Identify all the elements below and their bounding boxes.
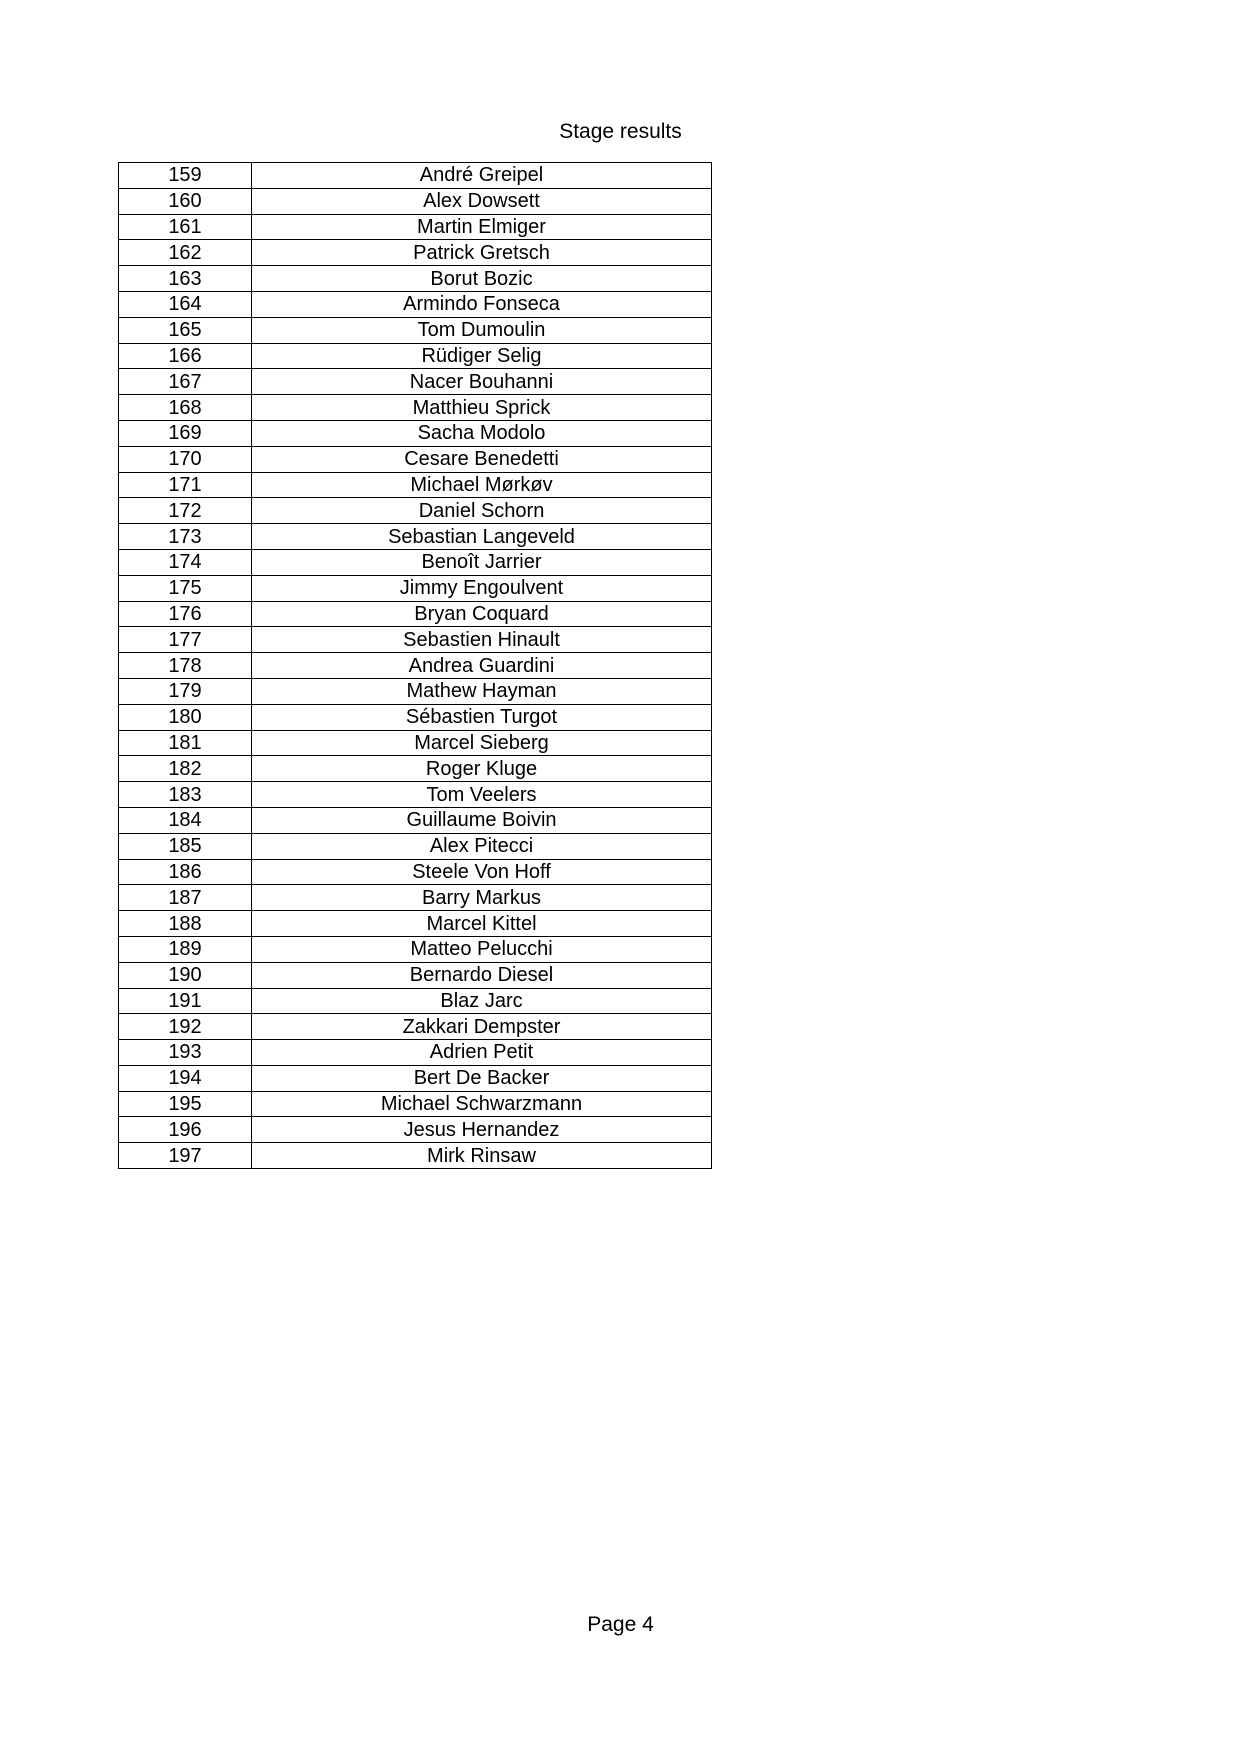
rank-cell: 165: [119, 317, 252, 343]
table-row: [119, 291, 712, 317]
table-row: [119, 911, 712, 937]
rider-name-cell: Marcel Sieberg: [252, 730, 712, 756]
rider-name-cell: Steele Von Hoff: [252, 859, 712, 885]
rank-cell: 192: [119, 1014, 252, 1040]
stage-results-table: [118, 162, 712, 1169]
rider-name-cell: Barry Markus: [252, 885, 712, 911]
rank-cell: 167: [119, 369, 252, 395]
table-row: [119, 936, 712, 962]
table-row: [119, 395, 712, 421]
table-row: [119, 266, 712, 292]
table-row: [119, 756, 712, 782]
table-row: [119, 446, 712, 472]
rank-cell: 197: [119, 1143, 252, 1169]
rider-name-cell: Mathew Hayman: [252, 678, 712, 704]
rider-name-cell: Bernardo Diesel: [252, 962, 712, 988]
rider-name-cell: Marcel Kittel: [252, 911, 712, 937]
stage-results-body: [119, 163, 712, 1169]
rank-cell: 191: [119, 988, 252, 1014]
rank-cell: 183: [119, 782, 252, 808]
rank-cell: 160: [119, 188, 252, 214]
rider-name-cell: Tom Dumoulin: [252, 317, 712, 343]
rider-name-cell: Patrick Gretsch: [252, 240, 712, 266]
rank-cell: 179: [119, 678, 252, 704]
rank-cell: 184: [119, 807, 252, 833]
rider-name-cell: Michael Schwarzmann: [252, 1091, 712, 1117]
rank-cell: 185: [119, 833, 252, 859]
table-row: [119, 704, 712, 730]
table-row: [119, 1014, 712, 1040]
table-row: [119, 1065, 712, 1091]
rider-name-cell: Jimmy Engoulvent: [252, 575, 712, 601]
table-row: [119, 885, 712, 911]
rider-name-cell: Nacer Bouhanni: [252, 369, 712, 395]
rider-name-cell: Sacha Modolo: [252, 420, 712, 446]
table-row: [119, 988, 712, 1014]
table-row: [119, 575, 712, 601]
table-row: [119, 214, 712, 240]
rider-name-cell: Guillaume Boivin: [252, 807, 712, 833]
table-row: [119, 1143, 712, 1169]
rank-cell: 187: [119, 885, 252, 911]
rider-name-cell: Sebastien Hinault: [252, 627, 712, 653]
rank-cell: 163: [119, 266, 252, 292]
rider-name-cell: Roger Kluge: [252, 756, 712, 782]
rider-name-cell: Jesus Hernandez: [252, 1117, 712, 1143]
rank-cell: 166: [119, 343, 252, 369]
table-row: [119, 730, 712, 756]
table-row: [119, 653, 712, 679]
rank-cell: 181: [119, 730, 252, 756]
table-row: [119, 317, 712, 343]
table-row: [119, 782, 712, 808]
rider-name-cell: Michael Mørkøv: [252, 472, 712, 498]
table-row: [119, 833, 712, 859]
rider-name-cell: Adrien Petit: [252, 1040, 712, 1066]
rank-cell: 182: [119, 756, 252, 782]
rank-cell: 173: [119, 524, 252, 550]
rider-name-cell: Andrea Guardini: [252, 653, 712, 679]
page-header-title: Stage results: [559, 120, 682, 143]
rank-cell: 162: [119, 240, 252, 266]
rank-cell: 159: [119, 163, 252, 189]
rank-cell: 164: [119, 291, 252, 317]
table-row: [119, 678, 712, 704]
rank-cell: 180: [119, 704, 252, 730]
table-row: [119, 1040, 712, 1066]
rider-name-cell: Blaz Jarc: [252, 988, 712, 1014]
rider-name-cell: Tom Veelers: [252, 782, 712, 808]
table-row: [119, 369, 712, 395]
rank-cell: 168: [119, 395, 252, 421]
table-row: [119, 472, 712, 498]
rider-name-cell: Bert De Backer: [252, 1065, 712, 1091]
table-row: [119, 498, 712, 524]
rider-name-cell: Armindo Fonseca: [252, 291, 712, 317]
table-row: [119, 1117, 712, 1143]
page-number: Page 4: [587, 1613, 654, 1636]
table-row: [119, 343, 712, 369]
rank-cell: 170: [119, 446, 252, 472]
rider-name-cell: Alex Dowsett: [252, 188, 712, 214]
table-row: [119, 859, 712, 885]
rank-cell: 196: [119, 1117, 252, 1143]
table-row: [119, 807, 712, 833]
rank-cell: 189: [119, 936, 252, 962]
rider-name-cell: Matteo Pelucchi: [252, 936, 712, 962]
rank-cell: 194: [119, 1065, 252, 1091]
rank-cell: 186: [119, 859, 252, 885]
rider-name-cell: Zakkari Dempster: [252, 1014, 712, 1040]
rider-name-cell: Sebastian Langeveld: [252, 524, 712, 550]
rank-cell: 177: [119, 627, 252, 653]
rider-name-cell: Rüdiger Selig: [252, 343, 712, 369]
rank-cell: 193: [119, 1040, 252, 1066]
rank-cell: 175: [119, 575, 252, 601]
rank-cell: 176: [119, 601, 252, 627]
table-row: [119, 524, 712, 550]
rider-name-cell: Borut Bozic: [252, 266, 712, 292]
rank-cell: 161: [119, 214, 252, 240]
table-row: [119, 1091, 712, 1117]
rider-name-cell: André Greipel: [252, 163, 712, 189]
rider-name-cell: Alex Pitecci: [252, 833, 712, 859]
rider-name-cell: Martin Elmiger: [252, 214, 712, 240]
rank-cell: 172: [119, 498, 252, 524]
rank-cell: 195: [119, 1091, 252, 1117]
rank-cell: 169: [119, 420, 252, 446]
rank-cell: 188: [119, 911, 252, 937]
rank-cell: 178: [119, 653, 252, 679]
table-row: [119, 240, 712, 266]
rank-cell: 190: [119, 962, 252, 988]
rider-name-cell: Mirk Rinsaw: [252, 1143, 712, 1169]
table-row: [119, 627, 712, 653]
rider-name-cell: Cesare Benedetti: [252, 446, 712, 472]
rider-name-cell: Benoît Jarrier: [252, 549, 712, 575]
rider-name-cell: Daniel Schorn: [252, 498, 712, 524]
table-row: [119, 601, 712, 627]
table-row: [119, 549, 712, 575]
table-row: [119, 188, 712, 214]
table-row: [119, 163, 712, 189]
rider-name-cell: Bryan Coquard: [252, 601, 712, 627]
rank-cell: 171: [119, 472, 252, 498]
table-row: [119, 962, 712, 988]
rider-name-cell: Sébastien Turgot: [252, 704, 712, 730]
table-row: [119, 420, 712, 446]
rank-cell: 174: [119, 549, 252, 575]
rider-name-cell: Matthieu Sprick: [252, 395, 712, 421]
